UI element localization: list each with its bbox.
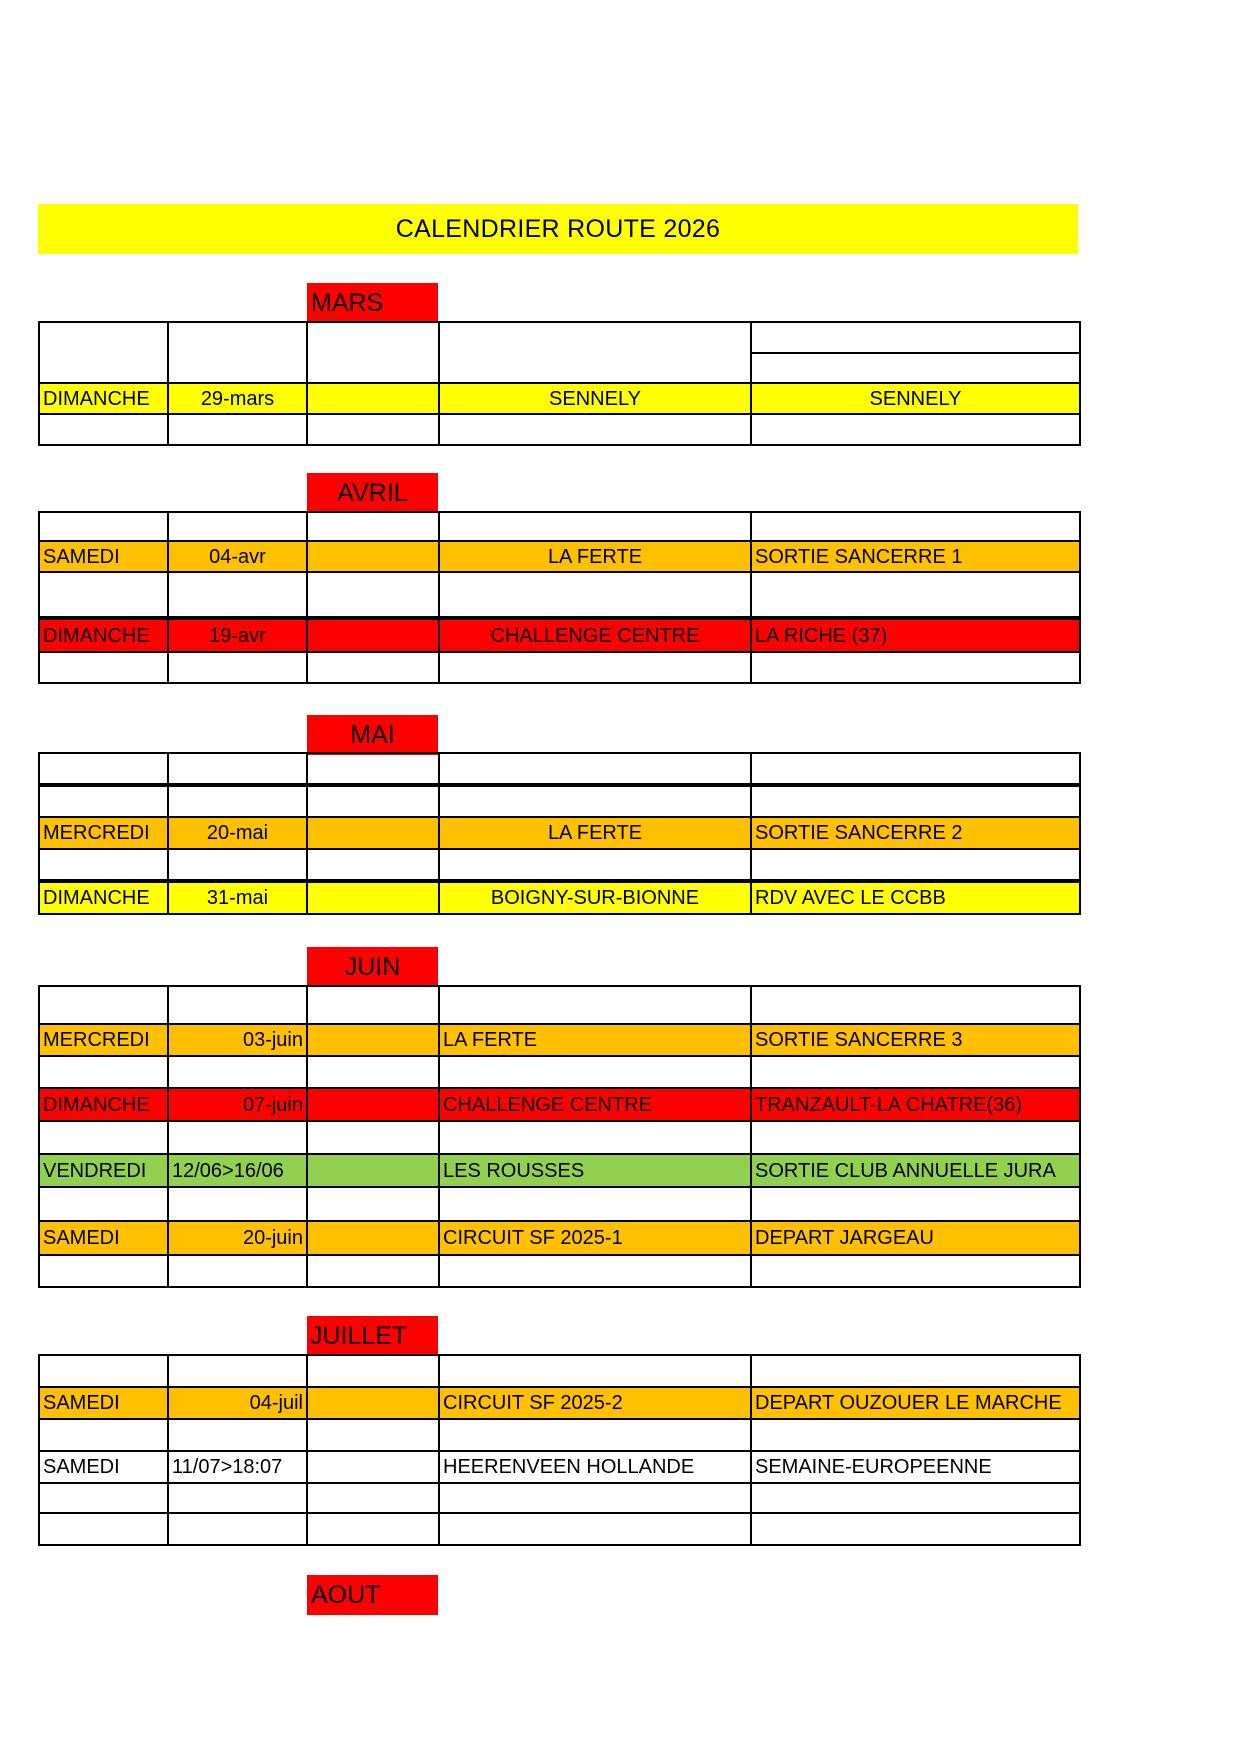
event-date: 20-mai	[168, 817, 307, 849]
month-header-juillet: JUILLET	[307, 1316, 438, 1356]
event-info: DEPART JARGEAU	[751, 1221, 1080, 1255]
table-row	[39, 414, 1080, 445]
event-place: CHALLENGE CENTRE	[439, 618, 751, 652]
event-date: 19-avr	[168, 618, 307, 652]
event-place: CIRCUIT SF 2025-1	[439, 1221, 751, 1255]
table-row	[39, 1419, 1080, 1451]
month-table-mai	[38, 752, 1081, 915]
table-row	[39, 652, 1080, 683]
table-row	[39, 512, 1080, 541]
event-place: LA FERTE	[439, 1024, 751, 1056]
event-day: SAMEDI	[39, 541, 168, 572]
event-row	[39, 1088, 1080, 1121]
event-date: 20-juin	[168, 1221, 307, 1255]
event-row	[39, 1221, 1080, 1255]
table-row	[39, 1187, 1080, 1221]
event-day: DIMANCHE	[39, 881, 168, 914]
table-row	[39, 1121, 1080, 1154]
table-row	[39, 1483, 1080, 1513]
event-day: MERCREDI	[39, 1024, 168, 1056]
event-info: SEMAINE-EUROPEENNE	[751, 1451, 1080, 1483]
event-day: SAMEDI	[39, 1221, 168, 1255]
month-header-avril: AVRIL	[307, 473, 438, 513]
event-place: CHALLENGE CENTRE	[439, 1088, 751, 1121]
event-day: SAMEDI	[39, 1451, 168, 1483]
event-row	[39, 1387, 1080, 1419]
event-place: LA FERTE	[439, 817, 751, 849]
event-info: DEPART OUZOUER LE MARCHE	[751, 1387, 1080, 1419]
table-row	[39, 849, 1080, 881]
month-header-aout: AOUT	[307, 1575, 438, 1615]
event-info: SORTIE SANCERRE 2	[751, 817, 1080, 849]
event-row	[39, 1024, 1080, 1056]
table-row	[39, 572, 1080, 618]
event-date: 31-mai	[168, 881, 307, 914]
month-table-juin	[38, 985, 1081, 1288]
table-row	[39, 785, 1080, 817]
table-row	[39, 1355, 1080, 1387]
event-info: SENNELY	[751, 383, 1080, 414]
event-date: 04-avr	[168, 541, 307, 572]
event-info: SORTIE SANCERRE 3	[751, 1024, 1080, 1056]
event-date: 03-juin	[168, 1024, 307, 1056]
event-info: LA RICHE (37)	[751, 618, 1080, 652]
month-header-juin: JUIN	[307, 947, 438, 987]
event-date: 04-juil	[168, 1387, 307, 1419]
calendar-title: CALENDRIER ROUTE 2026	[38, 204, 1078, 254]
event-place: CIRCUIT SF 2025-2	[439, 1387, 751, 1419]
event-info: SORTIE SANCERRE 1	[751, 541, 1080, 572]
event-info: RDV AVEC LE CCBB	[751, 881, 1080, 914]
event-row	[39, 541, 1080, 572]
table-row	[39, 1513, 1080, 1545]
month-header-mars: MARS	[307, 283, 438, 323]
event-place: LA FERTE	[439, 541, 751, 572]
event-place: LES ROUSSES	[439, 1154, 751, 1187]
table-row	[39, 1056, 1080, 1088]
event-place: SENNELY	[439, 383, 751, 414]
event-row	[39, 881, 1080, 914]
event-date: 29-mars	[168, 383, 307, 414]
event-day: SAMEDI	[39, 1387, 168, 1419]
event-info: TRANZAULT-LA CHATRE(36)	[751, 1088, 1080, 1121]
event-day: DIMANCHE	[39, 618, 168, 652]
month-table-juillet	[38, 1354, 1081, 1546]
event-place: HEERENVEEN HOLLANDE	[439, 1451, 751, 1483]
month-header-mai: MAI	[307, 715, 438, 755]
event-row	[39, 383, 1080, 414]
event-day: DIMANCHE	[39, 383, 168, 414]
event-date: 12/06>16/06	[168, 1154, 307, 1187]
event-date: 11/07>18:07	[168, 1451, 307, 1483]
month-table-mars	[38, 321, 1081, 446]
event-day: MERCREDI	[39, 817, 168, 849]
event-day: DIMANCHE	[39, 1088, 168, 1121]
event-row	[39, 1451, 1080, 1483]
table-row	[39, 986, 1080, 1024]
event-row	[39, 817, 1080, 849]
event-row	[39, 618, 1080, 652]
table-row	[39, 322, 1080, 383]
event-row	[39, 1154, 1080, 1187]
table-row	[39, 753, 1080, 785]
event-date: 07-juin	[168, 1088, 307, 1121]
event-place: BOIGNY-SUR-BIONNE	[439, 881, 751, 914]
month-table-avril	[38, 511, 1081, 684]
table-row	[39, 1255, 1080, 1287]
event-day: VENDREDI	[39, 1154, 168, 1187]
event-info: SORTIE CLUB ANNUELLE JURA	[751, 1154, 1080, 1187]
